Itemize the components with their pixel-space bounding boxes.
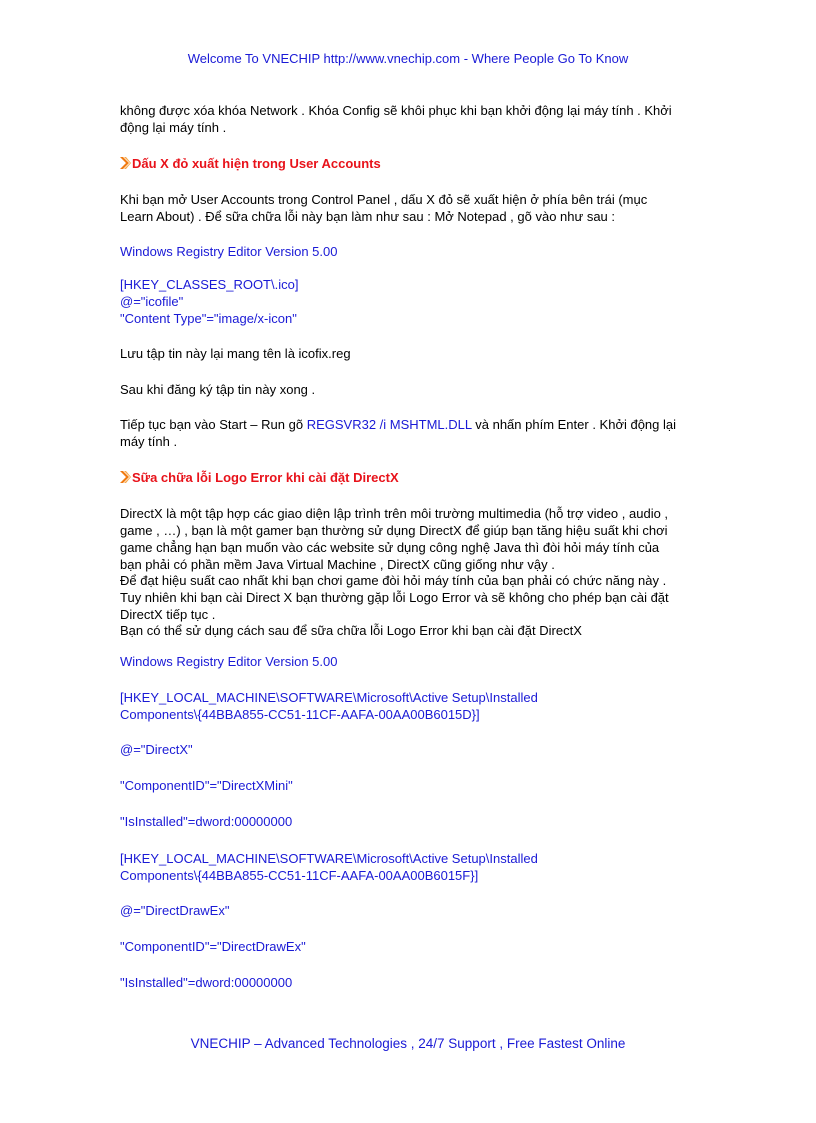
page-footer: VNECHIP – Advanced Technologies , 24/7 Support , Free Fastest Online	[190, 1036, 626, 1051]
paragraph-line: game chẳng hạn bạn muốn vào các website sử dụng công nghệ Java thì đòi hỏi máy tính của	[120, 540, 660, 555]
paragraph-line: game , …) , bạn là một gamer bạn thường sử dụng DirectX để giúp bạn tăng hiệu suất khi chơi	[120, 523, 668, 538]
registry-key-line: [HKEY_CLASSES_ROOT\.ico]	[120, 277, 299, 292]
paragraph-line	[120, 416, 710, 433]
paragraph-line: Lưu tập tin này lại mang tên là icofix.reg	[120, 346, 351, 361]
paragraph-line: Bạn có thể sử dụng cách sau để sữa chữa lỗi Logo Error khi bạn cài đặt DirectX	[120, 623, 582, 638]
paragraph-text: Tiếp tục bạn vào Start – Run gõ	[120, 417, 307, 432]
paragraph-line: DirectX tiếp tục .	[120, 607, 216, 622]
orange-arrow-bullet-icon	[120, 157, 131, 169]
paragraph-text: và nhấn phím Enter . Khởi động lại	[471, 417, 677, 432]
registry-key-line: [HKEY_LOCAL_MACHINE\SOFTWARE\Microsoft\Active Setup\Installed	[120, 690, 538, 705]
registry-value-line: "ComponentID"="DirectXMini"	[120, 778, 293, 793]
registry-value-line: "IsInstalled"=dword:00000000	[120, 975, 293, 990]
registry-value-line: @="DirectX"	[120, 742, 193, 757]
paragraph-line: bạn phải có phần mềm Java Virtual Machine , DirectX cũng giống như vậy .	[120, 557, 555, 572]
section-heading-directx	[120, 469, 710, 486]
intro-line-2: động lại máy tính .	[120, 120, 227, 135]
registry-key-line: Components\{44BBA855-CC51-11CF-AAFA-00AA00B6015F}]	[120, 868, 479, 883]
paragraph-line: Khi bạn mở User Accounts trong Control Panel , dấu X đỏ sẽ xuất hiện ở phía bên trái (mục	[120, 192, 648, 207]
registry-value-line: "Content Type"="image/x-icon"	[120, 311, 297, 326]
registry-value-line: "IsInstalled"=dword:00000000	[120, 814, 293, 829]
registry-version-line: Windows Registry Editor Version 5.00	[120, 244, 338, 259]
section-heading-user-accounts	[120, 155, 710, 172]
paragraph-line: Sau khi đăng ký tập tin này xong .	[120, 382, 316, 397]
section-heading-text: Sữa chữa lỗi Logo Error khi cài đặt DirectX	[132, 470, 399, 485]
intro-line-1: không được xóa khóa Network . Khóa Config sẽ khôi phục khi bạn khởi động lại máy tính . Khởi	[120, 103, 672, 118]
registry-key-line: Components\{44BBA855-CC51-11CF-AAFA-00AA00B6015D}]	[120, 707, 480, 722]
command-text: REGSVR32 /i MSHTML.DLL	[306, 417, 472, 432]
registry-version-line: Windows Registry Editor Version 5.00	[120, 654, 338, 669]
paragraph-line: Learn About) . Để sữa chữa lỗi này bạn làm như sau : Mở Notepad , gõ vào như sau :	[120, 209, 616, 224]
page-header: Welcome To VNECHIP http://www.vnechip.com - Where People Go To Know	[187, 51, 629, 66]
orange-arrow-bullet-icon	[120, 471, 131, 483]
section-heading-text: Dấu X đỏ xuất hiện trong User Accounts	[132, 156, 381, 171]
paragraph-line: Để đạt hiệu suất cao nhất khi bạn chơi game đòi hỏi máy tính của bạn phải có chức năng này .	[120, 573, 667, 588]
registry-value-line: "ComponentID"="DirectDrawEx"	[120, 939, 306, 954]
paragraph-line: Tuy nhiên khi bạn cài Direct X bạn thường gặp lỗi Logo Error và sẽ không cho phép bạn cài đặt	[120, 590, 669, 605]
registry-key-line: [HKEY_LOCAL_MACHINE\SOFTWARE\Microsoft\Active Setup\Installed	[120, 851, 538, 866]
paragraph-line: máy tính .	[120, 434, 178, 449]
registry-value-line: @="icofile"	[120, 294, 184, 309]
registry-value-line: @="DirectDrawEx"	[120, 903, 230, 918]
paragraph-line: DirectX là một tập hợp các giao diện lập trình trên môi trường multimedia (hỗ trợ video , audio ,	[120, 506, 669, 521]
